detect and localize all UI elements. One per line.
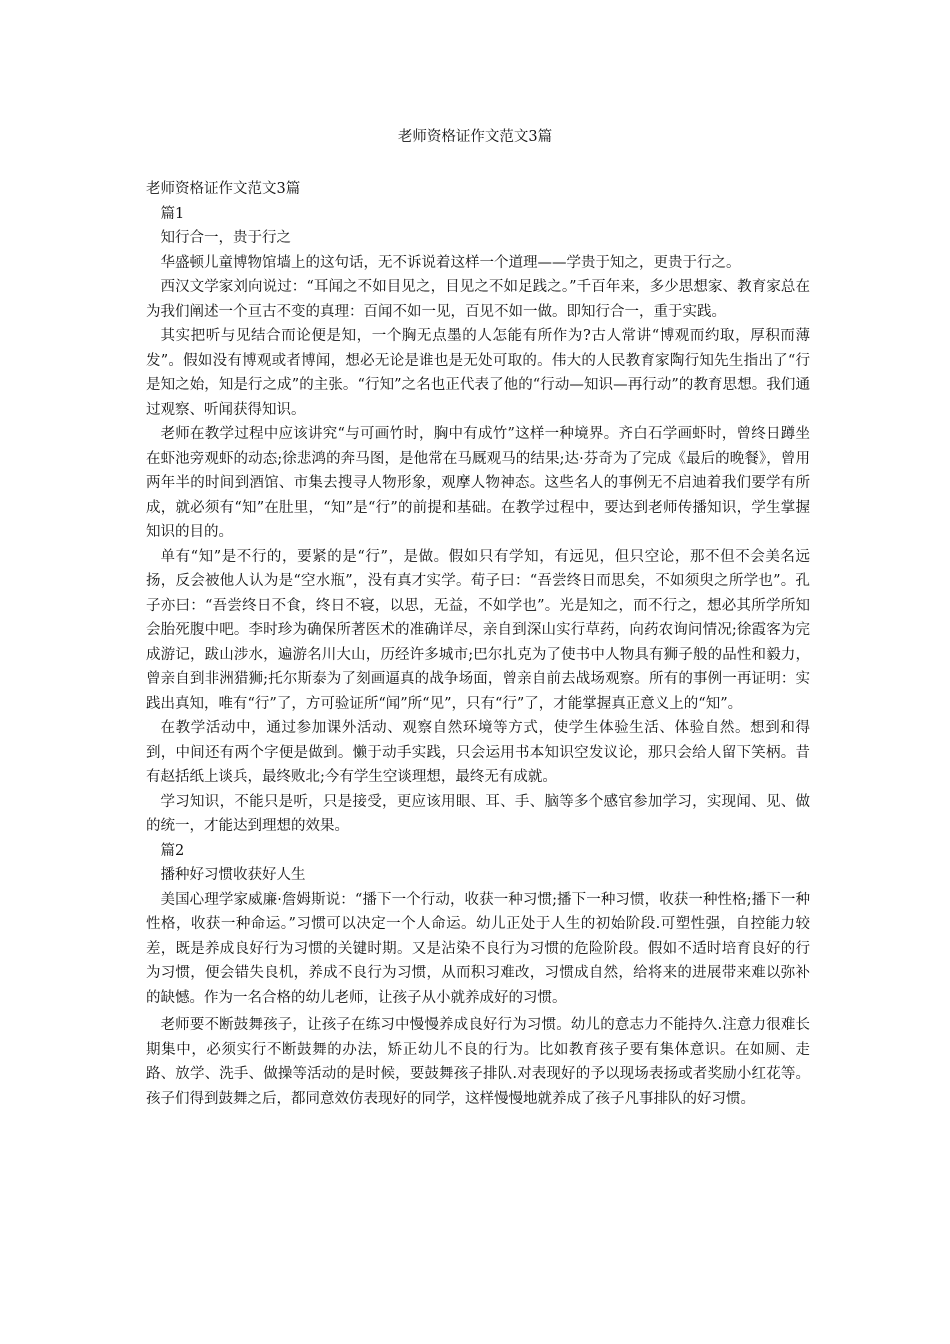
section-label-1: 篇1 bbox=[160, 205, 185, 222]
section-title-1: 知行合一，贵于行之 bbox=[160, 230, 291, 246]
paragraph: 美国心理学家威廉·詹姆斯说：“播下一个行动，收获一种习惯;播下一种习惯，收获一种性格;播下一种性格，收获一种命运。”习惯可以决定一个人命运。幼儿正处于人生的初始阶段.可塑性强，自控能力较差，既是养成良好行为习惯的关键时期。又是沾染不良行为习惯的危险阶段。假如不适时培育良好的行为习惯，便会错失良机，养成不良行为习惯，从而积习难改，习惯成自然，给将来的进展带来难以弥补的缺憾。作为一名合格的幼儿老师，让孩子从小就养成好的习惯。 bbox=[146, 891, 810, 1006]
paragraph: 老师在教学过程中应该讲究“与可画竹时，胸中有成竹”这样一种境界。齐白石学画虾时，曾终日蹲坐在虾池旁观虾的动态;徐悲鸿的奔马图，是他常在马厩观马的结果;达·芬奇为了完成《最后的晚餐》，曾用两年半的时间到酒馆、市集去搜寻人物形象，观摩人物神态。这些名人的事例无不启迪着我们要学有所成，就必须有“知”在肚里，“知”是“行”的前提和基础。在教学过程中，要达到老师传播知识，学生掌握知识的目的。 bbox=[146, 426, 810, 540]
paragraph: 西汉文学家刘向说过：“耳闻之不如目见之，目见之不如足践之。”千百年来，多少思想家、教育家总在为我们阐述一个亘古不变的真理：百闻不如一见，百见不如一做。即知行合一，重于实践。 bbox=[146, 279, 810, 320]
document-heading: 老师资格证作文范文3篇 bbox=[146, 181, 301, 197]
paragraph: 华盛顿儿童博物馆墙上的这句话，无不诉说着这样一个道理——学贵于知之，更贵于行之。 bbox=[160, 254, 741, 271]
section-label-2: 篇2 bbox=[160, 842, 185, 859]
document-body bbox=[146, 177, 810, 1111]
paragraph: 在教学活动中，通过参加课外活动、观察自然环境等方式，使学生体验生活、体验自然。想到和得到，中间还有两个字便是做到。懒于动手实践，只会运用书本知识空发议论，那只会给人留下笑柄。昔有赵括纸上谈兵，最终败北;今有学生空谈理想，最终无有成就。 bbox=[146, 720, 810, 785]
section-title-2: 播种好习惯收获好人生 bbox=[160, 867, 306, 883]
paragraph: 其实把听与见结合而论便是知，一个胸无点墨的人怎能有所作为?古人常讲“博观而约取，厚积而薄发”。假如没有博观或者博闻，想必无论是谁也是无处可取的。伟大的人民教育家陶行知先生指出了“行是知之始，知是行之成”的主张。“行知”之名也正代表了他的“行动—知识—再行动”的教育思想。我们通过观察、听闻获得知识。 bbox=[146, 328, 810, 418]
document-title: 老师资格证作文范文3篇 bbox=[397, 129, 553, 145]
paragraph: 老师要不断鼓舞孩子，让孩子在练习中慢慢养成良好行为习惯。幼儿的意志力不能持久.注意力很难长期集中，必须实行不断鼓舞的办法，矫正幼儿不良的行为。比如教育孩子要有集体意识。在如厕、走路、放学、洗手、做操等活动的是时候，要鼓舞孩子排队.对表现好的予以现场表扬或者奖励小红花等。孩子们得到鼓舞之后，都同意效仿表现好的同学，这样慢慢地就养成了孩子凡事排队的好习惯。 bbox=[146, 1017, 810, 1107]
paragraph: 单有“知”是不行的，要紧的是“行”，是做。假如只有学知，有远见，但只空论，那不但不会美名远扬，反会被他人认为是“空水瓶”，没有真才实学。荀子曰：“吾尝终日而思矣，不如须臾之所学也”。孔子亦曰：“吾尝终日不食，终日不寝，以思，无益，不如学也”。光是知之，而不行之，想必其所学所知会胎死腹中吧。李时珍为确保所著医术的准确详尽，亲自到深山实行草药，向药农询问情况;徐霞客为完成游记，跋山涉水，遍游名川大山，历经许多城市;巴尔扎克为了使书中人物具有狮子般的品性和毅力，曾亲自到非洲猎狮;托尔斯泰为了刻画逼真的战争场面，曾亲自前去战场观察。所有的事例一再证明：实践出真知，唯有“行”了，方可验证所“闻”所“见”，只有“行”了，才能掌握真正意义上的“知”。 bbox=[146, 548, 810, 712]
paragraph: 学习知识，不能只是听，只是接受，更应该用眼、耳、手、脑等多个感官参加学习，实现闻、见、做的统一，才能达到理想的效果。 bbox=[146, 793, 810, 834]
